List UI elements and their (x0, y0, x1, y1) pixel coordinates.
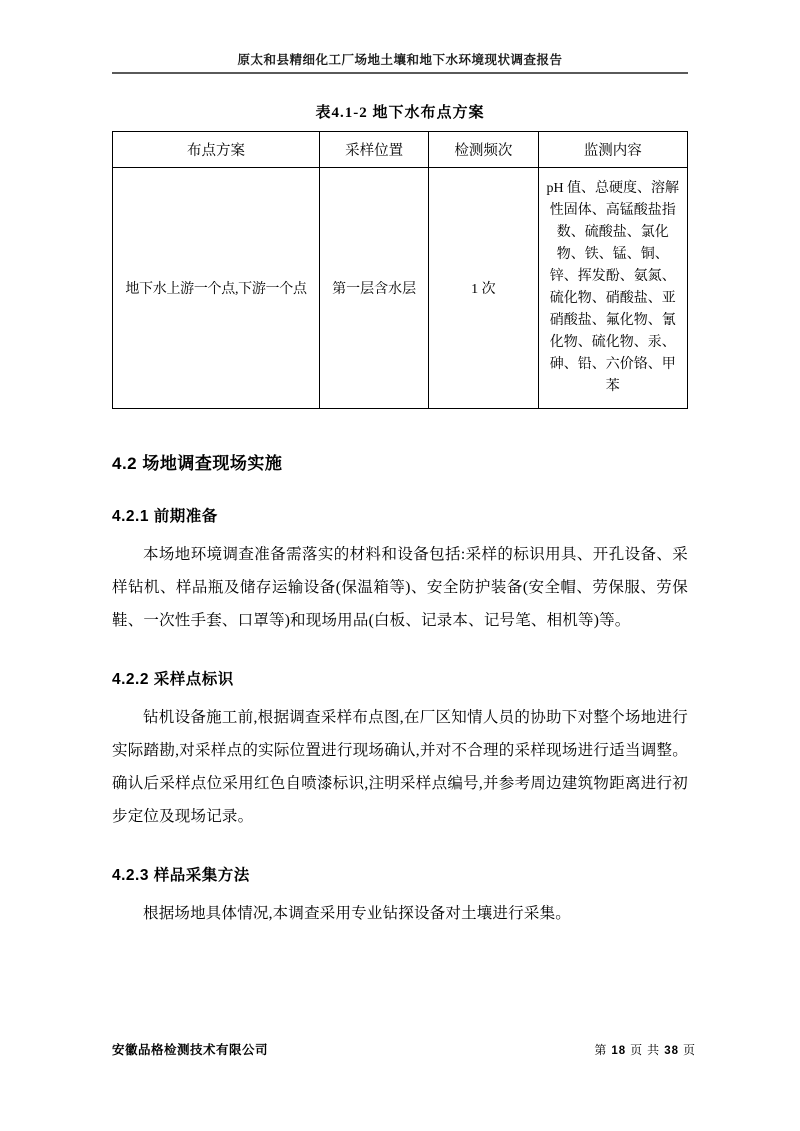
page-number-total: 38 (664, 1045, 679, 1057)
page-label-suffix: 页 (682, 1043, 696, 1057)
page-number-current: 18 (611, 1045, 627, 1057)
page-header-title: 原太和县精细化工厂场地土壤和地下水环境现状调查报告 (237, 53, 563, 67)
cell-location: 第一层含水层 (320, 168, 429, 409)
page-label-prefix: 第 (594, 1043, 608, 1057)
table-row (113, 168, 688, 409)
col-header-monitoring: 监测内容 (538, 132, 688, 168)
section-heading-4-2-3: 4.2.3 样品采集方法 (112, 867, 250, 884)
col-header-frequency: 检测频次 (429, 132, 538, 168)
section-heading-4-2-1: 4.2.1 前期准备 (112, 508, 218, 525)
table-caption: 表4.1-2 地下水布点方案 (315, 105, 485, 121)
footer-page-number (594, 1041, 696, 1058)
cell-frequency: 1 次 (429, 168, 538, 409)
cell-monitoring: pH 值、总硬度、溶解性固体、高锰酸盐指数、硫酸盐、氯化物、铁、锰、铜、锌、挥发酚、氨氮、硫化物、硝酸盐、亚硝酸盐、氟化物、氰化物、硫化物、汞、砷、铅、六价铬、甲苯 (538, 168, 688, 409)
header-rule (112, 72, 688, 74)
paragraph-sample-collection: 根据场地具体情况,本调查采用专业钻探设备对土壤进行采集。 (143, 905, 571, 922)
section-heading-4-2: 4.2 场地调查现场实施 (112, 454, 283, 473)
paragraph-preparation: 本场地环境调查准备需落实的材料和设备包括:采样的标识用具、开孔设备、采样钻机、样品瓶及储存运输设备(保温箱等)、安全防护装备(安全帽、劳保服、劳保鞋、一次性手套、口罩等)和现场用品(白板、记录本、记号笔、相机等)等。 (112, 546, 688, 629)
page-footer (112, 1040, 696, 1058)
col-header-plan: 布点方案 (113, 132, 320, 168)
footer-company-name: 安徽品格检测技术有限公司 (112, 1043, 269, 1057)
table-header-row (113, 132, 688, 168)
page-label-middle: 页 共 (630, 1043, 661, 1057)
groundwater-plan-table (112, 131, 688, 409)
section-heading-4-2-2: 4.2.2 采样点标识 (112, 671, 234, 688)
col-header-location: 采样位置 (320, 132, 429, 168)
cell-plan: 地下水上游一个点,下游一个点 (113, 168, 320, 409)
paragraph-sampling-marking: 钻机设备施工前,根据调查采样布点图,在厂区知情人员的协助下对整个场地进行实际踏勘,对采样点的实际位置进行现场确认,并对不合理的采样现场进行适当调整。确认后采样点位采用红色自喷漆标识,注明采样点编号,并参考周边建筑物距离进行初步定位及现场记录。 (112, 709, 688, 825)
